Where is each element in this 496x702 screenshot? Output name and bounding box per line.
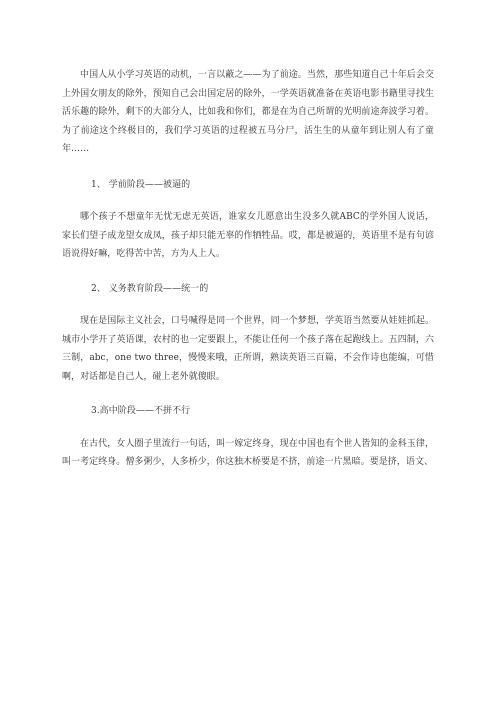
document-body bbox=[62, 66, 434, 472]
intro-paragraph: 中国人从小学习英语的动机，一言以蔽之——为了前途。当然，那些知道自己十年后会交上外国女朋友的除外，预知自己会出国定居的除外，一学英语就准备在英语电影书籍里寻找生活乐趣的除外，剩下的大部分人，比如我和你们，都是在为自己所谓的光明前途奔波学习着。为了前途这个终极目的，我们学习英语的过程被五马分尸，活生生的从童年到让别人有了童年…… bbox=[62, 70, 434, 154]
spacer bbox=[62, 159, 434, 176]
spacer bbox=[62, 386, 434, 402]
spacer bbox=[62, 194, 434, 208]
spacer bbox=[62, 264, 434, 280]
spacer bbox=[62, 298, 434, 312]
section-heading-3: 3.高中阶段——不拼不行 bbox=[91, 406, 191, 416]
section-body-3: 在古代，女人圈子里流行一句话，叫一嫁定终身，现在中国也有个世人皆知的金科玉律，叫一考定终身。僧多粥少，人多桥少，你这独木桥要是不挤，前途一片黑暗。要是挤，语文、 bbox=[62, 438, 434, 467]
spacer bbox=[62, 421, 434, 435]
section-heading-2: 2、 义务教育阶段——统一的 bbox=[91, 283, 209, 294]
section-heading-1: 1、 学前阶段——被逼的 bbox=[91, 179, 191, 190]
section-body-2: 现在是国际主义社会，口号喊得是同一个世界，同一个梦想，学英语当然要从娃娃抓起。城市小学开了英语课，农村的也一定要跟上，不能让任何一个孩子落在起跑线上。五四制，六三制，abc，one two three，慢慢来哦，正所谓，熟读英语三百篇，不会作诗也能编，可惜啊，对话都是自己人，碰上老外就傻眼。 bbox=[62, 316, 434, 382]
section-body-1: 哪个孩子不想童年无忧无虑无英语，谁家女儿愿意出生没多久就ABC的学外国人说话，家长们望子成龙望女成凤，孩子却只能无辜的作牺牲品。哎，都是被逼的，英语里不是有句谚语说得好嘛，吃得苦中苦，方为人上人。 bbox=[62, 212, 434, 259]
